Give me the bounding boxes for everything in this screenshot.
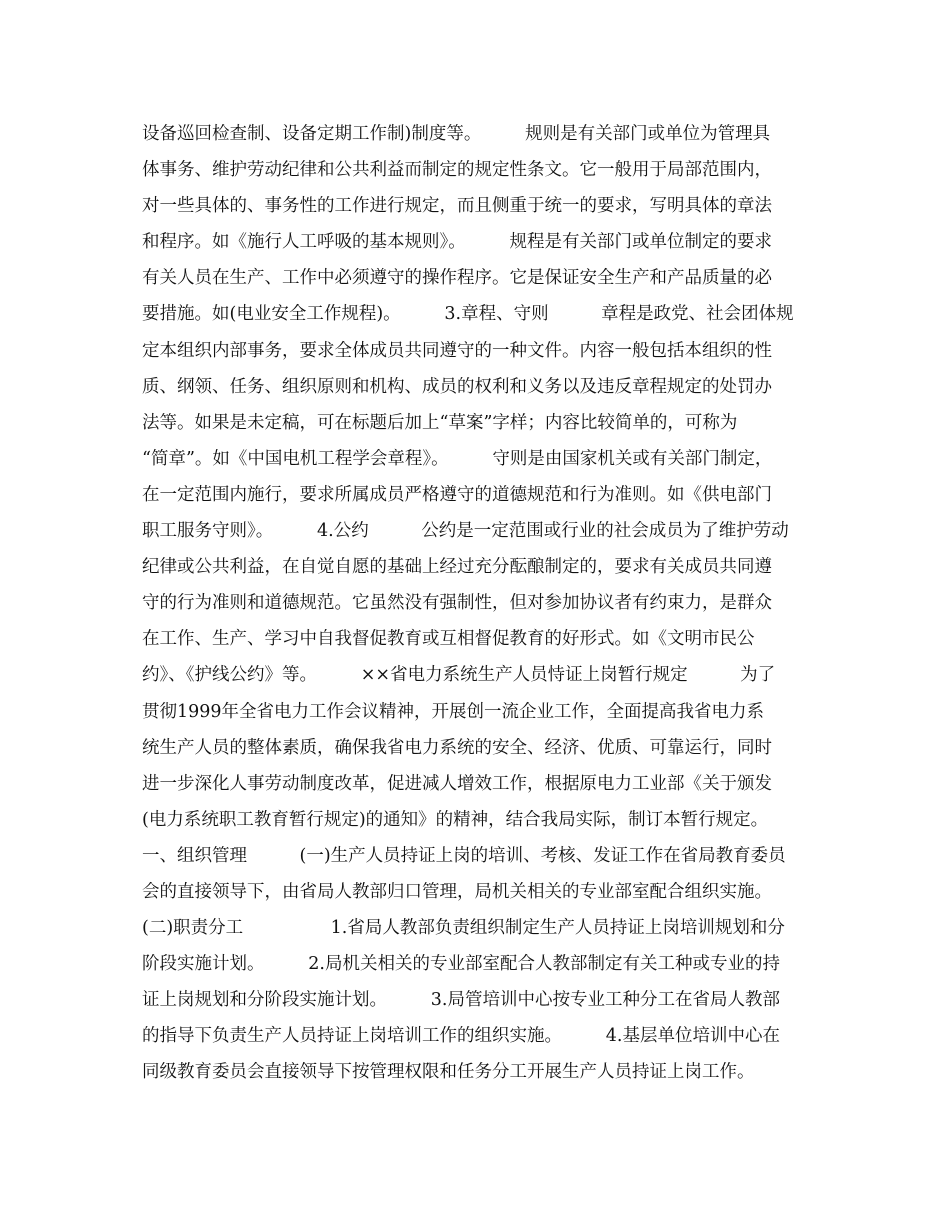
text-line: 在一定范围内施行，要求所属成员严格遵守的道德规范和行为准则。如《供电部门	[142, 484, 772, 505]
text-line: 要措施。如(电业安全工作规程)。 3.章程、守则 章程是政党、社会团体规	[142, 304, 794, 325]
text-line: 纪律或公共利益，在自觉自愿的基础上经过充分酝酿制定的，要求有关成员共同遵	[142, 557, 772, 578]
text-line: 同级教育委员会直接领导下按管理权限和任务分工开展生产人员持证上岗工作。	[142, 1062, 755, 1083]
text-line: 统生产人员的整体素质，确保我省电力系统的安全、经济、优质、可靠运行，同时	[142, 737, 772, 758]
text-line: 约》、《护线公约》等。 ××省电力系统生产人员恃证上岗暂行规定 为了	[142, 665, 776, 686]
text-line: 贯彻1999年全省电力工作会议精神，开展创一流企业工作，全面提高我省电力系	[142, 701, 765, 722]
body-text	[142, 116, 832, 1091]
text-line: 定本组织内部事务，要求全体成员共同遵守的一种文件。内容一般包括本组织的性	[142, 340, 772, 361]
text-line: 在工作、生产、学习中自我督促教育或互相督促教育的好形式。如《文明市民公	[142, 629, 755, 650]
text-line: 进一步深化人事劳动制度改革，促进减人增效工作，根据原电力工业部《关于颁发	[142, 773, 772, 794]
text-line: 和程序。如《施行人工呼吸的基本规则》。 规程是有关部门或单位制定的要求	[142, 232, 772, 253]
text-line: 的指导下负责生产人员持证上岗培训工作的组织实施。 4.基层单位培训中心在	[142, 1026, 780, 1047]
text-line: 质、纲领、任务、组织原则和机构、成员的权利和义务以及违反章程规定的处罚办	[142, 376, 772, 397]
text-line: 法等。如果是未定稿，可在标题后加上“草案”字样；内容比较简单的，可称为	[142, 412, 738, 433]
text-line: 会的直接领导下，由省局人教部归口管理，局机关相关的专业部室配合组织实施。	[142, 881, 772, 902]
text-line: 对一些具体的、事务性的工作进行规定，而且侧重于统一的要求，写明具体的章法	[142, 196, 772, 217]
text-line: 守的行为准则和道德规范。它虽然没有强制性，但对参加协议者有约束力，是群众	[142, 593, 772, 614]
text-line: (二)职责分工 1.省局人教部负责组织制定生产人员持证上岗培训规划和分	[142, 918, 785, 939]
text-line: 一、组织管理 (一)生产人员持证上岗的培训、考核、发证工作在省局教育委员	[142, 845, 786, 866]
text-line: 有关人员在生产、工作中必须遵守的操作程序。它是保证安全生产和产品质量的必	[142, 268, 772, 289]
text-line: “简章”。如《中国电机工程学会章程》。 守则是由国家机关或有关部门制定，	[142, 448, 773, 469]
text-line: 体事务、维护劳动纪律和公共利益而制定的规定性条文。它一般用于局部范围内，	[142, 160, 772, 181]
text-line: 设备巡回检查制、设备定期工作制)制度等。 规则是有关部门或单位为管理具	[142, 124, 771, 144]
text-line: 职工服务守则》。 4.公约 公约是一定范围或行业的社会成员为了维护劳动	[142, 521, 789, 542]
text-line: (电力系统职工教育暂行规定)的通知》的精神，结合我局实际，制订本暂行规定。	[142, 809, 769, 830]
text-line: 阶段实施计划。 2.局机关相关的专业部室配合人教部制定有关工种或专业的持	[142, 954, 780, 975]
text-line: 证上岗规划和分阶段实施计划。 3.局管培训中心按专业工种分工在省局人教部	[142, 990, 780, 1011]
